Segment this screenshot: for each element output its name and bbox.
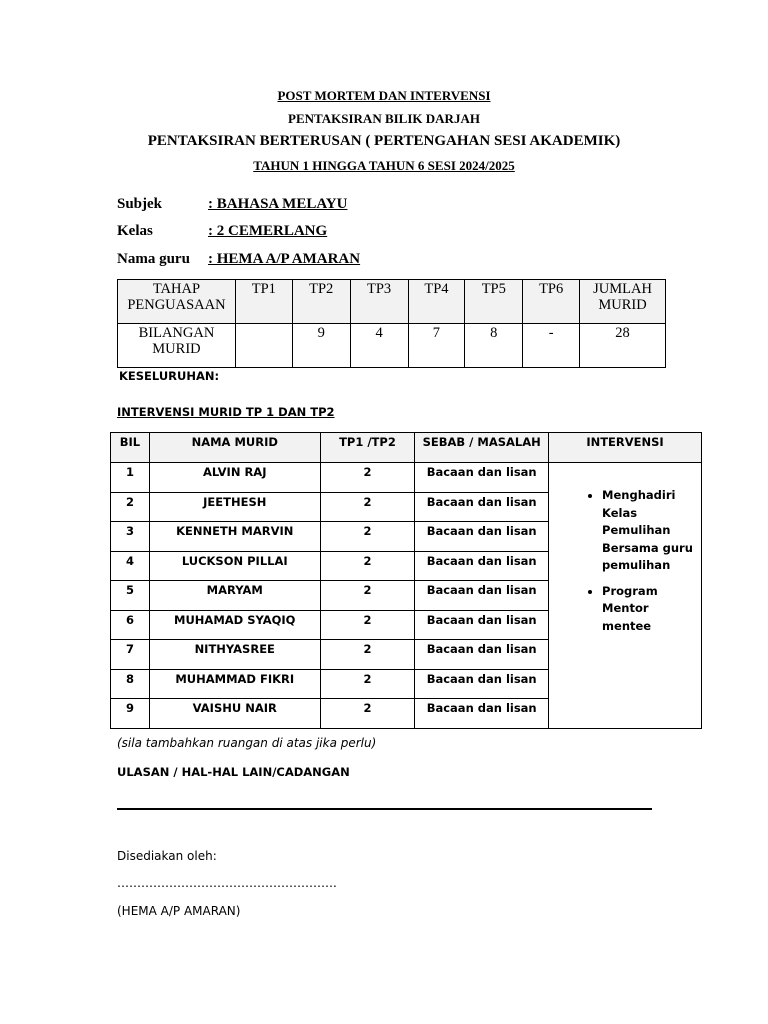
- nama-cell: NITHYASREE: [149, 640, 320, 670]
- tp-count-cell: 4: [350, 324, 408, 368]
- tp-cell: 2: [320, 669, 415, 699]
- keseluruhan-label: KESELURUHAN:: [119, 369, 220, 383]
- signature-name: (HEMA A/P AMARAN): [117, 904, 241, 918]
- sebab-cell: Bacaan dan lisan: [415, 699, 549, 729]
- tp-count-cell: 8: [465, 324, 523, 368]
- kelas-value: : 2 CEMERLANG: [208, 223, 328, 239]
- bil-cell: 1: [111, 463, 150, 493]
- sebab-cell: Bacaan dan lisan: [415, 610, 549, 640]
- tp-header-cell: TP6: [523, 280, 580, 324]
- tp-header-cell: TAHAP PENGUASAAN: [118, 280, 236, 324]
- signature-line: ……………………………………………….: [117, 876, 337, 890]
- bil-cell: 5: [111, 581, 150, 611]
- bil-cell: 7: [111, 640, 150, 670]
- murid-header-cell: NAMA MURID: [149, 433, 320, 463]
- doc-title-pbd: PENTAKSIRAN BILIK DARJAH: [288, 111, 480, 126]
- nama-cell: MUHAMAD SYAQIQ: [149, 610, 320, 640]
- kelas-label: Kelas: [117, 223, 153, 239]
- table-row: [111, 463, 702, 493]
- tp-header-cell: TP2: [292, 280, 350, 324]
- sebab-cell: Bacaan dan lisan: [415, 640, 549, 670]
- sebab-cell: Bacaan dan lisan: [415, 669, 549, 699]
- doc-title-post-mortem: POST MORTEM DAN INTERVENSI: [277, 88, 491, 103]
- nama-cell: JEETHESH: [149, 492, 320, 522]
- tp-header-cell: TP4: [408, 280, 465, 324]
- tp-cell: 2: [320, 492, 415, 522]
- murid-header-cell: INTERVENSI: [549, 433, 702, 463]
- tahap-penguasaan-table: [117, 279, 666, 368]
- murid-header-cell: BIL: [111, 433, 150, 463]
- tp-header-cell: JUMLAH MURID: [580, 280, 666, 324]
- doc-title-session: TAHUN 1 HINGGA TAHUN 6 SESI 2024/2025: [253, 158, 515, 173]
- tp-cell: 2: [320, 610, 415, 640]
- ulasan-label: ULASAN / HAL-HAL LAIN/CADANGAN: [117, 765, 350, 779]
- nama-cell: MUHAMMAD FIKRI: [149, 669, 320, 699]
- bil-cell: 6: [111, 610, 150, 640]
- note-text: (sila tambahkan ruangan di atas jika perlu): [117, 736, 377, 750]
- tp-count-cell: 9: [292, 324, 350, 368]
- subjek-value: : BAHASA MELAYU: [208, 196, 348, 212]
- nama-cell: ALVIN RAJ: [149, 463, 320, 493]
- tp-count-row: [118, 324, 666, 368]
- tp-header-cell: TP3: [350, 280, 408, 324]
- guru-value: : HEMA A/P AMARAN: [208, 251, 361, 267]
- kelas-row: [117, 223, 327, 240]
- bil-cell: 4: [111, 551, 150, 581]
- murid-header-cell: SEBAB / MASALAH: [415, 433, 549, 463]
- tp-cell: 2: [320, 581, 415, 611]
- tp-cell: 2: [320, 551, 415, 581]
- bil-cell: 3: [111, 522, 150, 552]
- tp-count-cell: -: [523, 324, 580, 368]
- ulasan-line: [117, 808, 652, 810]
- guru-label: Nama guru: [117, 251, 190, 267]
- nama-cell: KENNETH MARVIN: [149, 522, 320, 552]
- nama-cell: LUCKSON PILLAI: [149, 551, 320, 581]
- doc-title-pentaksiran: PENTAKSIRAN BERTERUSAN ( PERTENGAHAN SESI AKADEMIK): [147, 133, 621, 149]
- nama-cell: VAISHU NAIR: [149, 699, 320, 729]
- intervensi-item: • Program Mentor mentee: [602, 583, 695, 636]
- bil-cell: 8: [111, 669, 150, 699]
- tp-cell: 2: [320, 640, 415, 670]
- sebab-cell: Bacaan dan lisan: [415, 522, 549, 552]
- intervensi-item: • Menghadiri Kelas Pemulihan Bersama guru pemulihan: [602, 487, 695, 575]
- sebab-cell: Bacaan dan lisan: [415, 551, 549, 581]
- tp-header-row: [118, 280, 666, 324]
- tp-cell: 2: [320, 522, 415, 552]
- sebab-cell: Bacaan dan lisan: [415, 463, 549, 493]
- subjek-row: [117, 196, 347, 213]
- nama-cell: MARYAM: [149, 581, 320, 611]
- murid-header-row: [111, 433, 702, 463]
- intervensi-cell: [549, 463, 702, 729]
- tp-header-cell: TP5: [465, 280, 523, 324]
- tp-count-cell: [235, 324, 292, 368]
- intervensi-murid-table: [110, 432, 702, 729]
- bil-cell: 2: [111, 492, 150, 522]
- murid-header-cell: TP1 /TP2: [320, 433, 415, 463]
- sebab-cell: Bacaan dan lisan: [415, 581, 549, 611]
- tp-cell: 2: [320, 463, 415, 493]
- subjek-label: Subjek: [117, 196, 163, 212]
- bil-cell: 9: [111, 699, 150, 729]
- tp-count-cell: BILANGAN MURID: [118, 324, 236, 368]
- tp-count-cell: 7: [408, 324, 465, 368]
- sebab-cell: Bacaan dan lisan: [415, 492, 549, 522]
- tp-count-cell: 28: [580, 324, 666, 368]
- tp-header-cell: TP1: [235, 280, 292, 324]
- intervensi-title: INTERVENSI MURID TP 1 DAN TP2: [117, 405, 335, 419]
- intervensi-list: [557, 487, 695, 635]
- guru-row: [117, 251, 360, 268]
- tp-cell: 2: [320, 699, 415, 729]
- disediakan-label: Disediakan oleh:: [117, 849, 217, 863]
